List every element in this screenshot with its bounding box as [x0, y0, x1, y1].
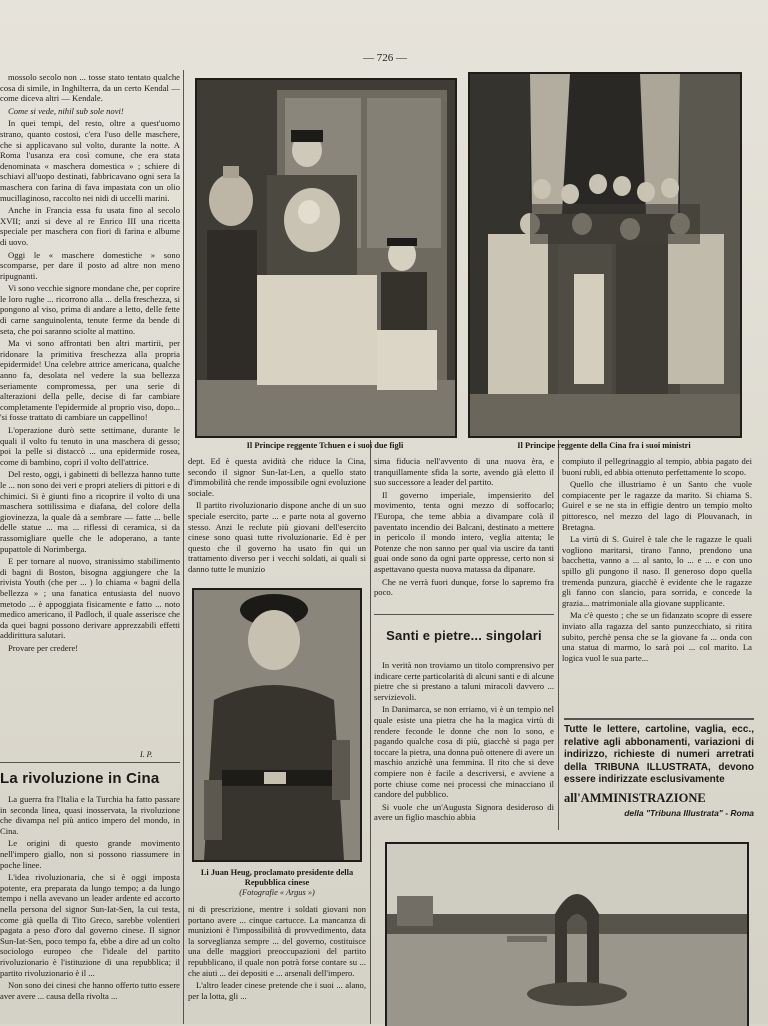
notice-footer: della "Tribuna Illustrata" - Roma: [624, 807, 754, 818]
paragraph: compiuto il pellegrinaggio al tempio, abbia pagato dei buoni rubli, ed abbia ottenuto perfettamente lo scopo.: [562, 456, 752, 477]
photo-credit: (Fotografie « Argus »): [239, 888, 315, 897]
paragraph: In quei tempi, del resto, oltre a quest'uomo strano, quanto costosi, c'era l'uso delle maschere, che si applicavano sul volto, durante la notte. A Roma l'usanza era così comune, che era stata denominata « maschera domestica » ; schiere di schiavi all'uopo destinati, fabbricavano ogni sera la maschera con farina di fava impastata con un olio mucillaginoso, raccolto nei nidi di uccelli marini.: [0, 118, 180, 203]
paragraph: Provare per credere!: [8, 642, 79, 653]
column-rule: [558, 440, 559, 830]
column-3-text: [374, 456, 554, 606]
column-2-bottom-text: [188, 904, 366, 1024]
notice-rule: [564, 718, 754, 720]
santi-heading: Santi e pietre... singolari: [386, 628, 542, 643]
paragraph: Ma vi sono affrontati ben altri martirii, per ridonare la primitiva freschezza alla propria epidermide! Una celebre attrice americana, qualche anno fa, desolata nel vedere la sua bellezza seriamente compromessa, per una serie di alterazioni della pelle, decise di far cambiare completamente l'epidermide al proprio viso, dopo... 'si fosse trattato di cambiare un cappellino!: [0, 338, 180, 423]
page-number: — 726 —: [363, 52, 407, 64]
paragraph: In verità non troviamo un titolo comprensivo per indicare certe particolarità di alcuni santi e di alcune pietre che si prestano a taluni miracoli davvero ... servizievoli.: [374, 660, 554, 702]
paragraph: mossolo secolo non ... tosse stato tentato qualche cosa di simile, in Inghilterra, da un certo Kendal — come diceva altri — Kendale.: [0, 72, 180, 104]
section-rule: [0, 762, 180, 763]
li-caption: [188, 868, 366, 898]
paragraph: Oggi le « maschere domestiche » sono scomparse, per dare il posto ad altre non meno ripugnanti.: [0, 249, 180, 281]
author-signature: I. P.: [140, 750, 153, 759]
paragraph: Quello che illustriamo è un Santo che vuole compiacente per le ragazze da marito. Si chiama S. Guirel e se ne sta in effigie dentro un tempio molto pittoresco, nel mezzo del lago di Plouvanach, in Bretagna.: [562, 479, 752, 532]
paragraph: Il partito rivoluzionario dispone anche di un suo speciale esercito, parte ... e parte nota al governo stesso. Anzi le reclute più giovani dell'esercito cinese sono quasi tutte rivoluzionarie. Ed è per questo che il governo ha usato fin qui un trattamento diverso per i vecchi soldati, ai quali si danno tutte le munizio: [188, 500, 366, 574]
paragraph: Che ne verrà fuori dunque, forse lo sapremo fra poco.: [374, 576, 554, 598]
photo1-caption: Il Principe reggente Tchuen e i suoi due figli: [246, 441, 404, 450]
paragraph: La virtù di S. Guirel è tale che le ragazze le quali vogliono maritarsi, tirano l'anno, prendono una bacchetta, vanno a ... al santo, lo ... e ... e con uno spillo gli pungono il naso. Il generoso dopo quella tremenda punzura, giacchè è evidente che le ragazze gli fanno con slancio, para sorrida, e concede la grazia... matrimoniale alla giovane supplicante.: [562, 534, 752, 608]
photo-prince-regent-children: [195, 78, 457, 438]
paragraph: L'idea rivoluzionaria, che si è oggi imposta potente, era preparata da lungo tempo; a da lungo tempo i nella avevano un leader ardente ed accorto nella persona del signor Sun-Iat-Sen, la cui testa, come già quella di Tito Greco, sarebbe volentieri pagata a peso d'oro dal governo cinese. Il signor Sun-Iat-Sen, poco tempo fa, ebbe a dire ad un colto sociologo europeo che l'ideale del partito rivoluzionario è l'istituzione di una repubblica; il partito rivoluzionario è il ...: [0, 872, 180, 978]
photo2-caption: Il Principe reggente della Cina fra i suoi ministri: [517, 441, 691, 450]
photo-prince-ministers: [468, 72, 742, 438]
paragraph: Del resto, oggi, i gabinetti di bellezza hanno tutte le ... non sono dei veri e propri ateliers di pittori e di chimici. Si è giunti fino a ricoprire il volto di una maschera sottilissima e diafana, del colore della giovinezza, la quale dà a sembrare — fatte ... belle delle statue ... ma ... riflessi di ceramica, si da rassomigliare quelle che le adoperano, a tante pupattole di Norimberga.: [0, 469, 180, 554]
paragraph: La guerra fra l'Italia e la Turchia ha fatto passare in seconda linea, quasi inosservata, la rivoluzione che divampa nel più antico impero del mondo, in Cina.: [0, 794, 180, 836]
photo-li-juan-heug: [192, 588, 362, 862]
column-rule: [183, 70, 184, 1024]
paragraph: Non sono dei cinesi che hanno offerto tutto essere aver avere ... causa della rivolta ...: [0, 980, 180, 1001]
photo-stone-arch: [385, 842, 749, 1026]
column-2-text: [188, 456, 366, 580]
column-4-text: [562, 456, 752, 710]
administration-notice: [564, 724, 754, 818]
paragraph: sima fiducia nell'avvento di una nuova èra, e tranquillamente sfida la sorte, avendo già eletto il suo successore a leader del partito.: [374, 456, 554, 488]
photo-illustration: [387, 844, 747, 1026]
paragraph: Le origini di questo grande movimento nell'impero giallo, non si possono riassumere in poche linee.: [0, 838, 180, 870]
photo-illustration: [194, 590, 360, 860]
photo-illustration: [470, 74, 740, 436]
paragraph: Anche in Francia essa fu usata fino al secolo XVII; anzi si deve al re Enrico III una ricetta speciale per maschera con fiori di farina e albume di uovo.: [0, 205, 180, 247]
notice-text: Tutte le lettere, cartoline, vaglia, ecc., relative agli abbonamenti, variazioni di indirizzo, richieste di numeri arretrati della TRIBUNA ILLUSTRATA, devono essere indirizzate esclusivamente: [564, 724, 754, 785]
paragraph: E per tornare al nuovo, stranissimo stabilimento di bagni di Boston, bisogna aggiungere che la rivista Youth (che per ... ) lo chiama « bagni della bellezza » ; una fanatica entusiasta del nuovo metodo ... è appoggiata fisicamente e fatto ... noto medico americano, il Padloch, il quale asserisce che da quei bagni possono derivare apprezzabili effetti addirittura salutari.: [0, 556, 180, 641]
paragraph: Il governo imperiale, impensierito del movimento, tenta ogni mezzo di soffocarlo; l'Europa, che teme abbia a divampare colà il paventato incendio dei Balcani, destinato a mettere in pericolo il mondo intero, veglia attenta; le Potenze che non sanno per qual via uscire da tanti guai onde sono da ogni parte oppresse, certo non si aspettavano questa nuova matassa da dipanare.: [374, 489, 554, 574]
paragraph: In Danimarca, se non erriamo, vi è un tempio nel quale esiste una pietra che ha la magica virtù di rendere feconde le donne che non lo sono, e pagando qualche cosa di più, giacchè si paga per toccare la pietra, una donna può ottenere di avere un maschio anzichè una femmina. Il rito che si deve compiere non è facile a descriversi, e avviene a porte chiuse come nei processi che minacciano il candore del pubblico.: [374, 704, 554, 800]
paragraph: Vi sono vecchie signore mondane che, per coprire le loro rughe ... ricorrono alla ... della freschezza, si pongono al viso, prima di andare a letto, delle fette di carne sanguinolenta, tenute ferme da bende di seta, che poi saranno sciolte al mattino.: [0, 283, 180, 336]
section-rule: [374, 614, 554, 615]
notice-admin-label: all'AMMINISTRAZIONE: [564, 790, 706, 805]
santi-article-text: [374, 660, 554, 830]
rivoluzione-heading: La rivoluzione in Cina: [0, 770, 160, 787]
paragraph: dept. Ed è questa avidità che riduce la Cina, secondo il signor Sun-Iat-Len, a quello stato d'immobilità che rende impossibile ogni evoluzione sociale.: [188, 456, 366, 498]
paragraph: Si vuole che un'Augusta Signora desideroso di avere un figlio maschio abbia: [374, 801, 554, 823]
paragraph: Ma c'è questo ; che se un fidanzato scopre di essere inviato alla ragazza del santo punzecchiato, si ritira subito, perchè pensa che se la giovane fa ... onda con una statua di marmo, lo sarà poi ... col marito. La logica vuol le sua parte...: [562, 610, 752, 663]
paragraph: ni di prescrizione, mentre i soldati giovani non portano avere ... cinque cartucce. La mancanza di munizioni è l'impossibilità di provvedimento, data la sorveglianza sempre ... del governo, costituisce una delle maggiori preoccupazioni del partito repubblicano, il quale non potrà forse contare su ... che aiuti ... dei depositi e ... arsenali dell'impero.: [188, 904, 366, 978]
column-1-rivoluzione-text: [0, 794, 180, 1022]
paragraph: L'operazione durò sette settimane, durante le quali il volto fu tenuto in una maschera di gesso; poi la pelle si distaccò ... una epidermide rosea, come di bambino, coprì il volto dell'attrice.: [0, 425, 180, 467]
paragraph: L'altro leader cinese pretende che i suoi ... alano, per la lotta, gli ...: [188, 980, 366, 1001]
column-rule: [370, 440, 371, 1024]
photo-illustration: [197, 80, 455, 436]
li-caption-text: Li Juan Heug, proclamato presidente della Repubblica cinese: [200, 868, 354, 887]
paragraph: Come si vede, nihil sub sole novi!: [8, 105, 124, 116]
column-1-article: [0, 72, 180, 748]
